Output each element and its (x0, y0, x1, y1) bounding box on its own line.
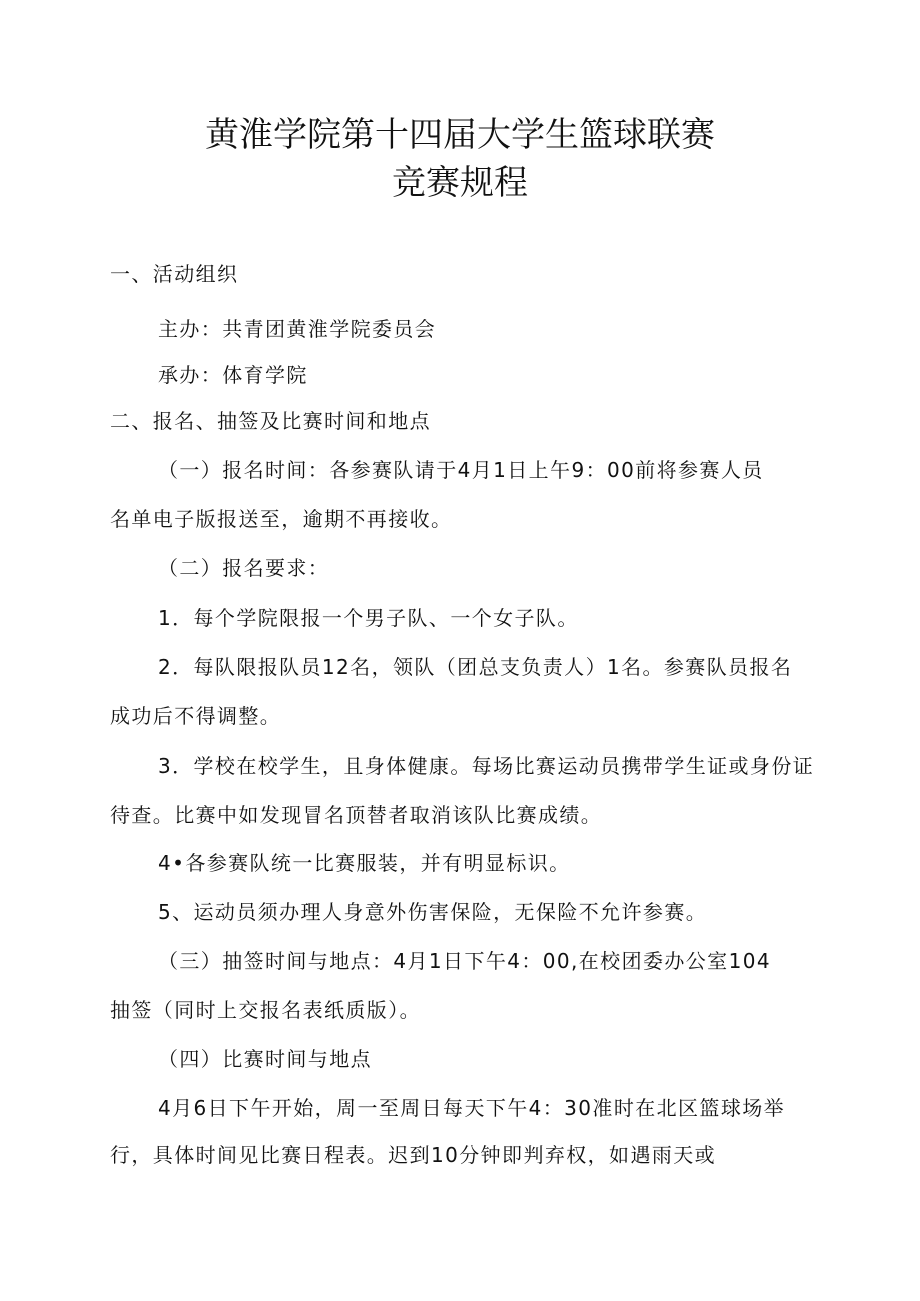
registration-time-line: （一）报名时间：各参赛队请于4月1日上午9：00前将参赛人员 (158, 458, 764, 482)
match-time-heading: （四）比赛时间与地点 (158, 1047, 372, 1071)
organizer-line: 主办：共青团黄淮学院委员会 (158, 317, 437, 341)
draw-time-continued: 抽签（同时上交报名表纸质版）。 (110, 998, 421, 1022)
section-heading-registration: 二、报名、抽签及比赛时间和地点 (110, 409, 431, 433)
requirement-3-continued: 待查。比赛中如发现冒名顶替者取消该队比赛成绩。 (110, 803, 603, 827)
document-subtitle: 竞赛规程 (392, 163, 528, 203)
draw-time-line: （三）抽签时间与地点：4月1日下午4：00,在校团委办公室104 (158, 949, 771, 973)
requirement-1: 1．每个学院限报一个男子队、一个女子队。 (158, 606, 579, 630)
section-heading-activity-organization: 一、活动组织 (110, 262, 239, 286)
requirement-4: 4•各参赛队统一比赛服装，并有明显标识。 (158, 851, 571, 875)
requirement-5: 5、运动员须办理人身意外伤害保险，无保险不允许参赛。 (158, 900, 708, 924)
document-title: 黄淮学院第十四届大学生篮球联赛 (205, 115, 715, 155)
registration-time-continued: 名单电子版报送至，逾期不再接收。 (110, 507, 453, 531)
match-time-line: 4月6日下午开始，周一至周日每天下午4：30准时在北区篮球场举 (158, 1096, 786, 1120)
co-organizer-line: 承办：体育学院 (158, 363, 308, 387)
requirement-2-continued: 成功后不得调整。 (110, 704, 282, 728)
registration-requirements-heading: （二）报名要求： (158, 556, 330, 580)
match-time-continued: 行，具体时间见比赛日程表。迟到10分钟即判弃权，如遇雨天或 (110, 1143, 717, 1167)
requirement-3: 3．学校在校学生，且身体健康。每场比赛运动员携带学生证或身份证 (158, 754, 815, 778)
requirement-2: 2．每队限报队员12名，领队（团总支负责人）1名。参赛队员报名 (158, 655, 793, 679)
